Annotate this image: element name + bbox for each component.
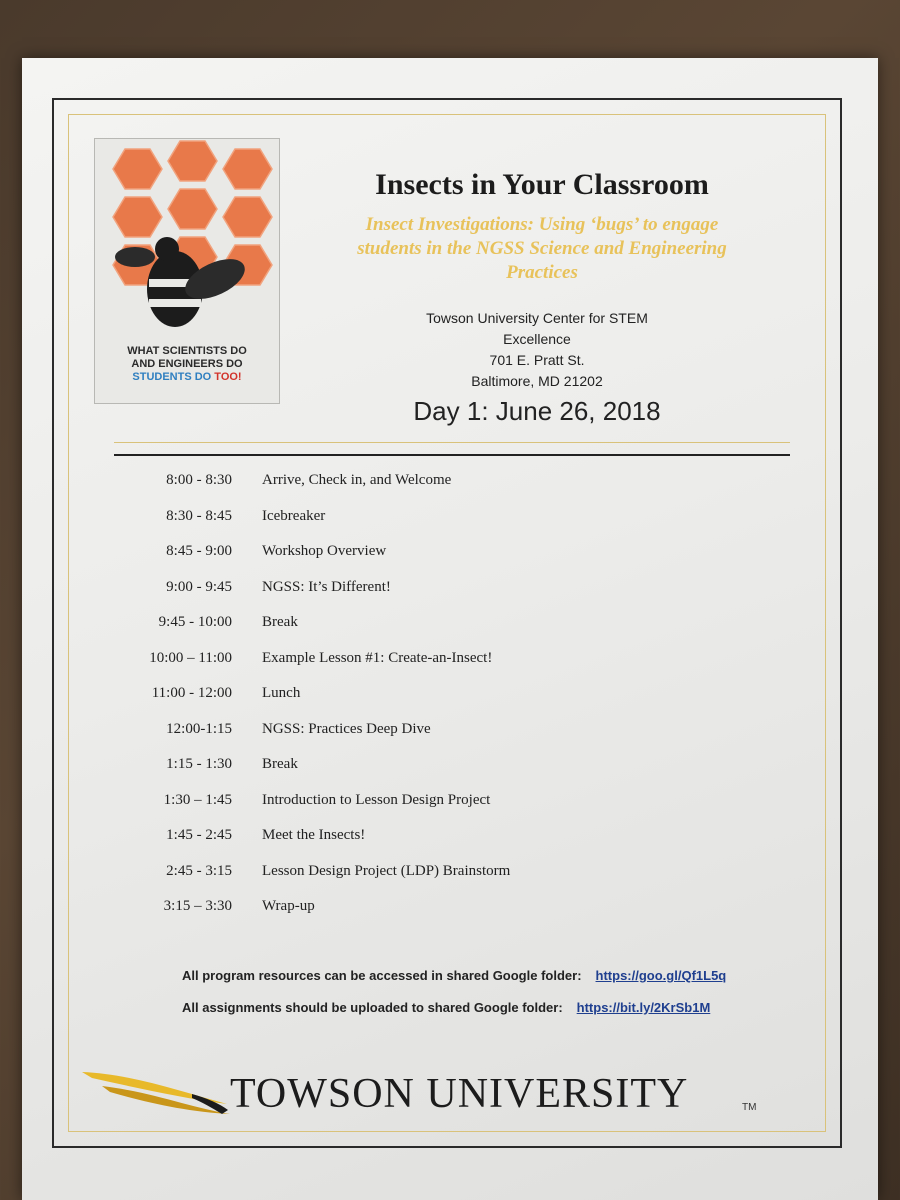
poster-caption-students: STUDENTS DO — [132, 371, 212, 383]
poster-caption-line2: AND ENGINEERS DO — [131, 358, 243, 370]
schedule-list — [112, 472, 712, 934]
hex-6 — [223, 197, 272, 237]
schedule-row — [112, 614, 712, 650]
schedule-row — [112, 508, 712, 544]
schedule-time: 10:00 – 11:00 — [149, 649, 232, 666]
schedule-time: 8:30 - 8:45 — [166, 507, 232, 524]
towson-logo — [82, 1060, 762, 1130]
logo-wordmark: TOWSON UNIVERSITY — [230, 1071, 689, 1117]
schedule-row — [112, 721, 712, 757]
schedule-time: 8:00 - 8:30 — [166, 472, 232, 488]
schedule-activity: Icebreaker — [262, 507, 326, 524]
schedule-activity: Arrive, Check in, and Welcome — [262, 472, 452, 488]
assignments-link[interactable]: https://bit.ly/2KrSb1M — [576, 1000, 711, 1015]
schedule-activity: NGSS: Practices Deep Dive — [262, 720, 431, 737]
schedule-time: 9:00 - 9:45 — [166, 578, 232, 595]
poster-caption — [95, 345, 279, 384]
links-block — [182, 968, 802, 1032]
poster-hexagons — [95, 139, 279, 349]
assignments-line — [182, 1000, 802, 1032]
assignments-text: All assignments should be uploaded to shared Google folder: — [182, 1000, 563, 1015]
schedule-activity: Break — [262, 614, 298, 630]
poster-caption-too: TOO! — [214, 371, 242, 383]
schedule-activity: Introduction to Lesson Design Project — [262, 791, 491, 808]
schedule-activity: NGSS: It’s Different! — [262, 578, 391, 595]
resources-line — [182, 968, 802, 1000]
logo-trademark: TM — [742, 1102, 757, 1113]
schedule-activity: Lesson Design Project (LDP) Brainstorm — [262, 862, 511, 879]
hex-2 — [168, 141, 217, 181]
schedule-time: 1:30 – 1:45 — [163, 791, 232, 808]
resources-text: All program resources can be accessed in shared Google folder: — [182, 968, 582, 983]
poster-caption-line1: WHAT SCIENTISTS DO — [127, 345, 247, 357]
schedule-time: 1:45 - 2:45 — [166, 827, 232, 843]
hex-4 — [113, 197, 162, 237]
schedule-row — [112, 579, 712, 615]
schedule-row — [112, 650, 712, 686]
schedule-row — [112, 898, 712, 934]
hex-3 — [223, 149, 272, 189]
hex-1 — [113, 149, 162, 189]
poster-image — [94, 138, 280, 404]
schedule-time: 9:45 - 10:00 — [158, 614, 232, 630]
handout-page — [22, 58, 878, 1200]
schedule-time: 11:00 - 12:00 — [151, 685, 232, 701]
schedule-time: 8:45 - 9:00 — [166, 543, 232, 559]
address-line-1: Towson University Center for STEM — [426, 310, 648, 326]
schedule-activity: Example Lesson #1: Create-an-Insect! — [262, 649, 493, 666]
swoosh-icon — [82, 1064, 232, 1124]
schedule-time: 12:00-1:15 — [166, 720, 232, 737]
schedule-row — [112, 472, 712, 508]
address-line-4: Baltimore, MD 21202 — [471, 373, 603, 389]
day-heading: Day 1: June 26, 2018 — [413, 396, 661, 426]
poster-caption-line3 — [95, 371, 279, 384]
schedule-row — [112, 792, 712, 828]
address-block — [412, 308, 662, 392]
schedule-row — [112, 756, 712, 792]
schedule-activity: Workshop Overview — [262, 543, 387, 559]
gold-divider — [114, 442, 790, 443]
schedule-row — [112, 863, 712, 899]
resources-link[interactable]: https://goo.gl/Qf1L5q — [595, 968, 727, 983]
schedule-time: 3:15 – 3:30 — [163, 898, 232, 914]
schedule-row — [112, 827, 712, 863]
black-divider — [114, 454, 790, 456]
hex-5 — [168, 189, 217, 229]
schedule-row — [112, 685, 712, 721]
schedule-activity: Lunch — [262, 685, 301, 701]
page-title: Insects in Your Classroom — [375, 168, 709, 201]
schedule-time: 1:15 - 1:30 — [166, 756, 232, 772]
address-line-2: Excellence — [503, 331, 571, 347]
schedule-activity: Meet the Insects! — [262, 827, 366, 843]
schedule-time: 2:45 - 3:15 — [166, 862, 232, 879]
schedule-row — [112, 543, 712, 579]
page-subtitle: Insect Investigations: Using ‘bugs’ to engage students in the NGSS Science and Engineering Practices — [357, 214, 727, 283]
schedule-activity: Wrap-up — [262, 898, 315, 914]
address-line-3: 701 E. Pratt St. — [489, 352, 585, 368]
schedule-activity: Break — [262, 756, 298, 772]
